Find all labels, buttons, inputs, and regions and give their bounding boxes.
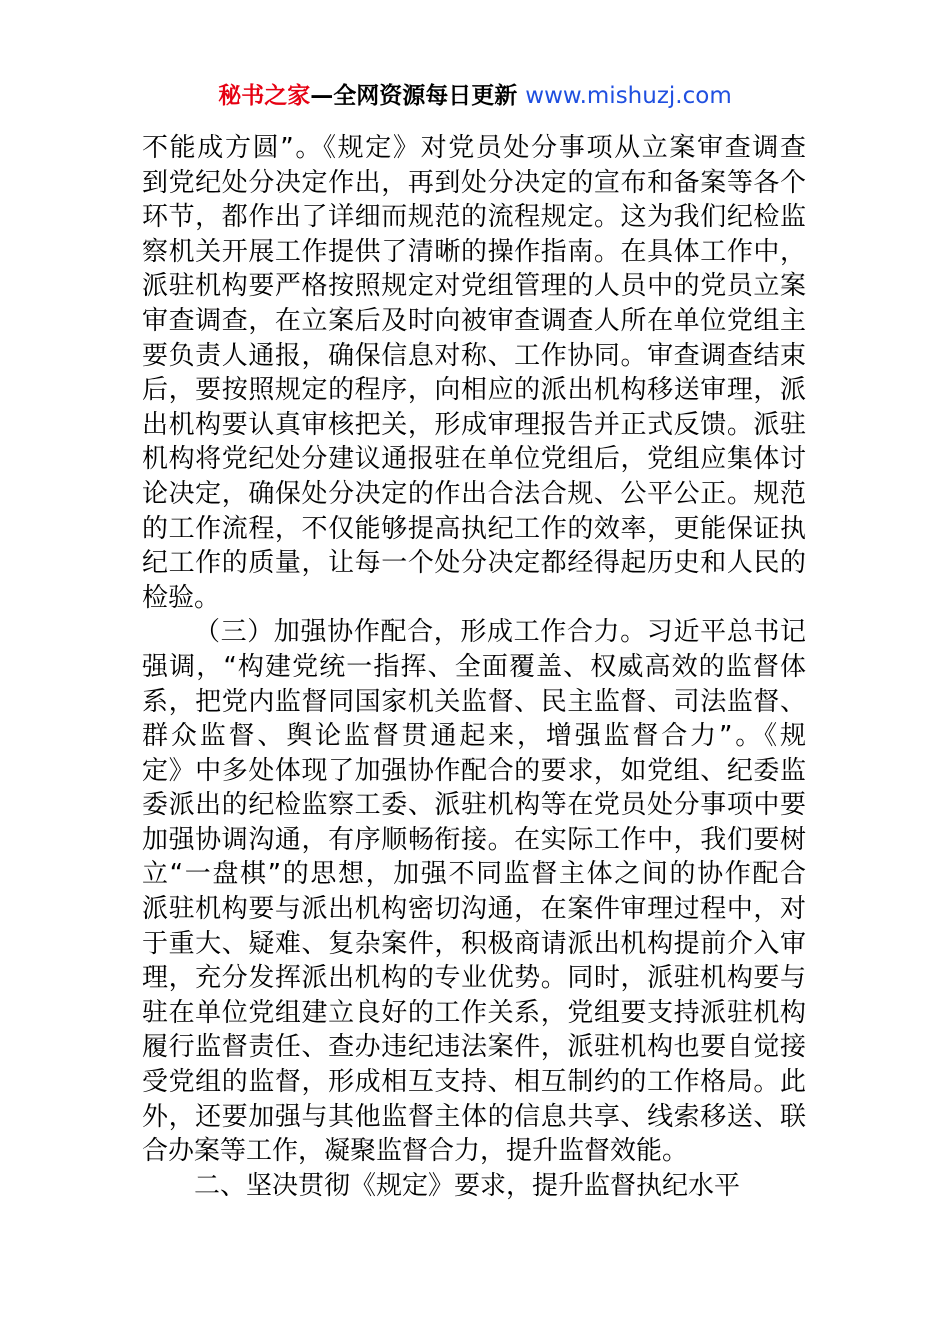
brand-name: 秘书之家 xyxy=(218,83,311,109)
text-line: 于重大、疑难、复杂案件，积极商请派出机构提前介入审 xyxy=(142,928,806,959)
text-line: 机构将党纪处分建议通报驻在单位党组后，党组应集体讨 xyxy=(142,444,806,475)
text-line: 的工作流程，不仅能够提高执纪工作的效率，更能保证执 xyxy=(142,513,806,544)
body-text xyxy=(142,131,806,1203)
text-line: 到党纪处分决定作出，再到处分决定的宣布和备案等各个 xyxy=(142,167,806,198)
text-line: 审查调查，在立案后及时向被审查调查人所在单位党组主 xyxy=(142,305,806,336)
text-line: 定》中多处体现了加强协作配合的要求，如党组、纪委监 xyxy=(142,755,806,786)
text-line: 立“一盘棋”的思想，加强不同监督主体之间的协作配合 xyxy=(142,859,806,890)
header-tagline: 全网资源每日更新 xyxy=(333,83,518,109)
text-line: 合办案等工作，凝聚监督合力，提升监督效能。 xyxy=(142,1136,689,1167)
text-line: 纪工作的质量，让每一个处分决定都经得起历史和人民的 xyxy=(142,548,806,579)
section-heading-line: （三）加强协作配合，形成工作合力。习近平总书记 xyxy=(194,617,806,648)
text-line: 强调，“构建党统一指挥、全面覆盖、权威高效的监督体 xyxy=(142,651,806,682)
text-line: 系，把党内监督同国家机关监督、民主监督、司法监督、 xyxy=(142,686,806,717)
text-line: 理，充分发挥派出机构的专业优势。同时，派驻机构要与 xyxy=(142,963,806,994)
chapter-heading-line: 二、坚决贯彻《规定》要求，提升监督执纪水平 xyxy=(194,1170,741,1201)
text-line: 派驻机构要严格按照规定对党组管理的人员中的党员立案 xyxy=(142,271,806,302)
text-line: 要负责人通报，确保信息对称、工作协同。审查调查结束 xyxy=(142,340,806,371)
text-line: 加强协调沟通，有序顺畅衔接。在实际工作中，我们要树 xyxy=(142,824,806,855)
text-line: 检验。 xyxy=(142,582,221,613)
text-line: 群众监督、舆论监督贯通起来，增强监督合力”。《规 xyxy=(142,721,806,752)
text-line: 驻在单位党组建立良好的工作关系，党组要支持派驻机构 xyxy=(142,997,806,1028)
text-line: 论决定，确保处分决定的作出合法合规、公平公正。规范 xyxy=(142,478,806,509)
text-line: 派驻机构要与派出机构密切沟通，在案件审理过程中，对 xyxy=(142,894,806,925)
text-line: 不能成方圆”。《规定》对党员处分事项从立案审查调查 xyxy=(142,133,806,163)
header-dash: — xyxy=(310,83,334,109)
text-line: 履行监督责任、查办违纪违法案件，派驻机构也要自觉接 xyxy=(142,1032,806,1063)
text-line: 委派出的纪检监察工委、派驻机构等在党员处分事项中要 xyxy=(142,790,806,821)
text-line: 外，还要加强与其他监督主体的信息共享、线索移送、联 xyxy=(142,1101,806,1132)
text-line: 察机关开展工作提供了清晰的操作指南。在具体工作中， xyxy=(142,236,806,267)
text-line: 环节，都作出了详细而规范的流程规定。这为我们纪检监 xyxy=(142,202,806,233)
text-line: 受党组的监督，形成相互支持、相互制约的工作格局。此 xyxy=(142,1067,806,1098)
text-line: 出机构要认真审核把关，形成审理报告并正式反馈。派驻 xyxy=(142,409,806,440)
site-url-link[interactable]: www.mishuzj.com xyxy=(525,83,732,109)
text-line: 后，要按照规定的程序，向相应的派出机构移送审理，派 xyxy=(142,375,806,406)
page-header xyxy=(0,80,950,112)
